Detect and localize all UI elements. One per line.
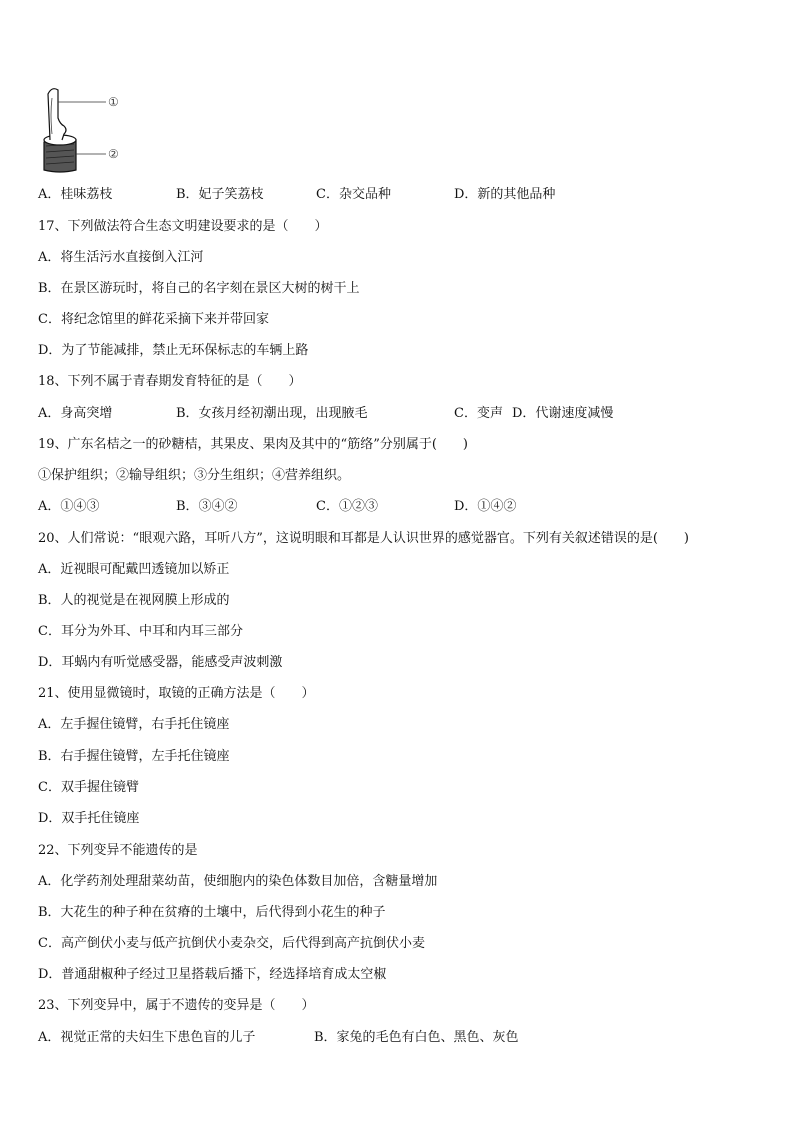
- q23-stem: 23、下列变异中，属于不遗传的变异是（ ）: [38, 998, 315, 1013]
- q20-option-c[interactable]: C．耳分为外耳、中耳和内耳三部分: [38, 624, 243, 639]
- q18-option-b[interactable]: B．女孩月经初潮出现，出现腋毛: [176, 406, 368, 421]
- figure-label-2: ②: [108, 147, 119, 161]
- q17-stem: 17、下列做法符合生态文明建设要求的是（ ）: [38, 219, 328, 234]
- q19-option-d[interactable]: D．①④②: [454, 499, 517, 514]
- q17-option-b[interactable]: B．在景区游玩时，将自己的名字刻在景区大树的树干上: [38, 281, 360, 296]
- q17-option-d[interactable]: D．为了节能减排，禁止无环保标志的车辆上路: [38, 343, 309, 358]
- q17-option-a[interactable]: A．将生活污水直接倒入江河: [38, 250, 204, 265]
- q21-option-d[interactable]: D．双手托住镜座: [38, 811, 140, 826]
- q20-option-b[interactable]: B．人的视觉是在视网膜上形成的: [38, 593, 230, 608]
- q21-option-b[interactable]: B．右手握住镜臂，左手托住镜座: [38, 749, 230, 764]
- q23-option-b[interactable]: B．家兔的毛色有白色、黑色、灰色: [314, 1030, 519, 1045]
- q22-option-a[interactable]: A．化学药剂处理甜菜幼苗，使细胞内的染色体数目加倍，含糖量增加: [38, 874, 438, 889]
- q19-option-a[interactable]: A．①④③: [38, 499, 100, 514]
- q20-option-d[interactable]: D．耳蜗内有听觉感受器，能感受声波刺激: [38, 655, 283, 670]
- q19-option-c[interactable]: C．①②③: [316, 499, 378, 514]
- q18-option-c[interactable]: C．变声: [454, 406, 503, 421]
- figure-label-1: ①: [108, 95, 119, 109]
- q22-stem: 22、下列变异不能遗传的是: [38, 843, 198, 858]
- grafting-illustration: [36, 84, 136, 176]
- q16-option-b[interactable]: B．妃子笑荔枝: [176, 187, 264, 202]
- q17-option-c[interactable]: C．将纪念馆里的鲜花采摘下来并带回家: [38, 312, 269, 327]
- q20-option-a[interactable]: A．近视眼可配戴凹透镜加以矫正: [38, 562, 230, 577]
- q22-option-d[interactable]: D．普通甜椒种子经过卫星搭载后播下，经选择培育成太空椒: [38, 967, 387, 982]
- q21-option-c[interactable]: C．双手握住镜臂: [38, 780, 139, 795]
- q21-option-a[interactable]: A．左手握住镜臂，右手托住镜座: [38, 717, 230, 732]
- q20-stem: 20、人们常说：“眼观六路，耳听八方”，这说明眼和耳都是人认识世界的感觉器官。下列有关叙述错误的是( ): [38, 531, 689, 546]
- q21-stem: 21、使用显微镜时，取镜的正确方法是（ ）: [38, 686, 315, 701]
- q16-option-c[interactable]: C．杂交品种: [316, 187, 391, 202]
- q16-option-a[interactable]: A．桂味荔枝: [38, 187, 113, 202]
- q16-option-d[interactable]: D．新的其他品种: [454, 187, 556, 202]
- q18-option-a[interactable]: A．身高突增: [38, 406, 113, 421]
- q23-option-a[interactable]: A．视觉正常的夫妇生下患色盲的儿子: [38, 1030, 256, 1045]
- grafting-figure: [36, 84, 136, 176]
- q22-option-c[interactable]: C．高产倒伏小麦与低产抗倒伏小麦杂交，后代得到高产抗倒伏小麦: [38, 936, 425, 951]
- q19-option-b[interactable]: B．③④②: [176, 499, 238, 514]
- q22-option-b[interactable]: B．大花生的种子种在贫瘠的土壤中，后代得到小花生的种子: [38, 905, 386, 920]
- q19-stem: 19、广东名桔之一的砂糖桔，其果皮、果肉及其中的“筋络”分别属于( ): [38, 437, 468, 452]
- q18-option-d[interactable]: D．代谢速度减慢: [512, 406, 614, 421]
- q19-tissue-list: ①保护组织；②输导组织；③分生组织；④营养组织。: [38, 468, 351, 483]
- q18-stem: 18、下列不属于青春期发育特征的是（ ）: [38, 374, 302, 389]
